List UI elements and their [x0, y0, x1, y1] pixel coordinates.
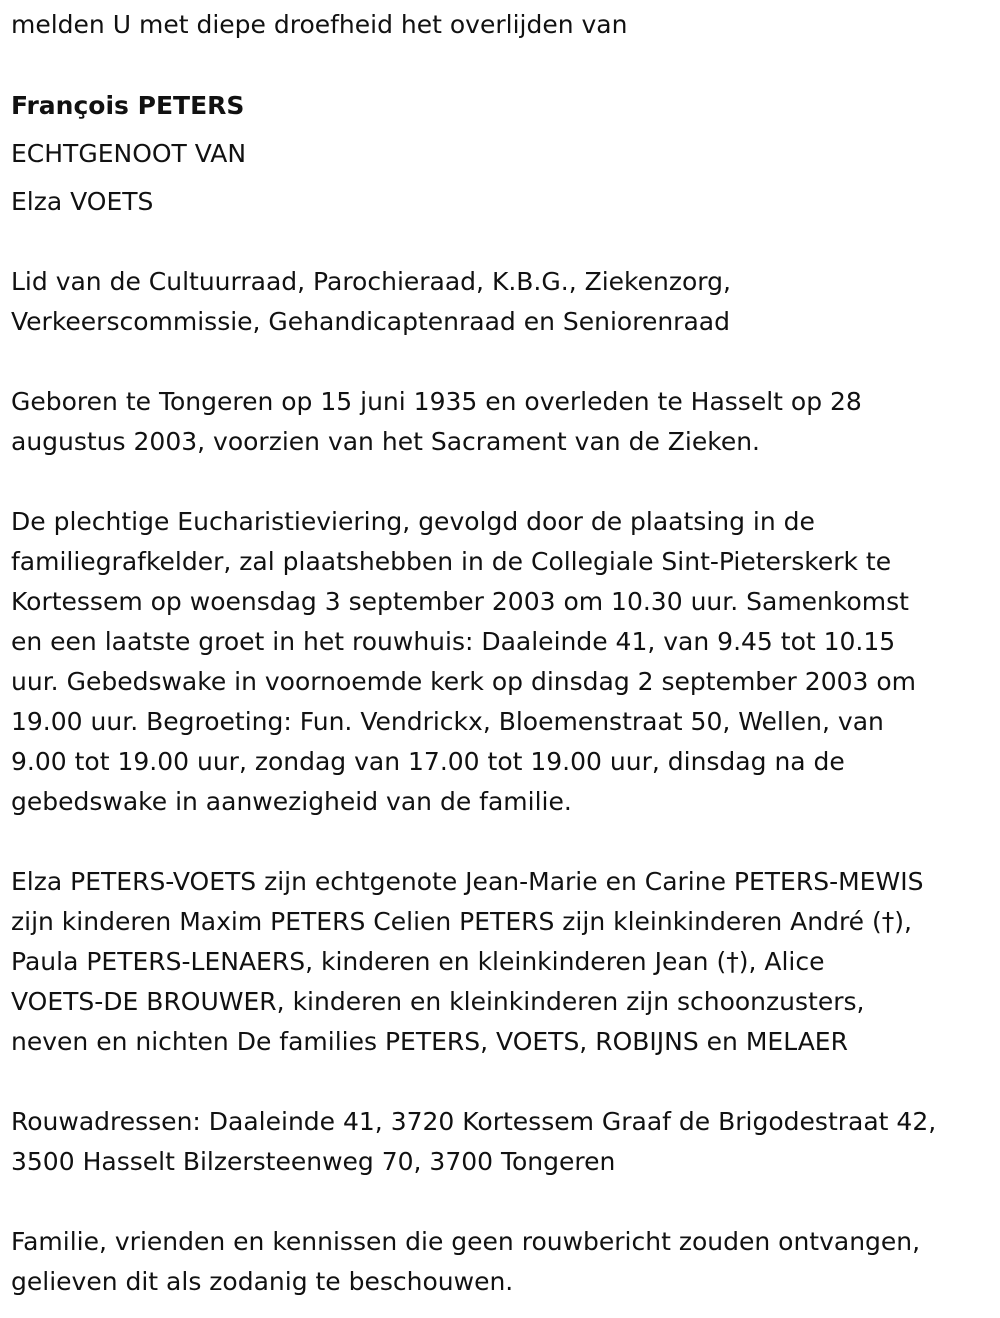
family-line: Paula PETERS-LENAERS, kinderen en kleinkinderen Jean (†), Alice: [11, 947, 825, 976]
family-line: neven en nichten De families PETERS, VOETS, ROBIJNS en MELAER: [11, 1027, 848, 1056]
spouse-name: Elza VOETS: [11, 187, 154, 216]
family-line: zijn kinderen Maxim PETERS Celien PETERS zijn kleinkinderen André (†),: [11, 907, 912, 936]
family-line: Elza PETERS-VOETS zijn echtgenote Jean-Marie en Carine PETERS-MEWIS: [11, 867, 924, 896]
memberships-line: Verkeerscommissie, Gehandicaptenraad en Seniorenraad: [11, 307, 730, 336]
family-line: VOETS-DE BROUWER, kinderen en kleinkinderen zijn schoonzusters,: [11, 987, 865, 1016]
closing-line: gelieven dit als zodanig te beschouwen.: [11, 1267, 514, 1296]
closing-paragraph: [11, 1222, 991, 1302]
addresses-paragraph: [11, 1102, 991, 1182]
ceremony-line: gebedswake in aanwezigheid van de familie.: [11, 787, 572, 816]
addresses-line: 3500 Hasselt Bilzersteenweg 70, 3700 Tongeren: [11, 1147, 616, 1176]
ceremony-line: familiegrafkelder, zal plaatshebben in de Collegiale Sint-Pieterskerk te: [11, 547, 892, 576]
memberships-paragraph: [11, 262, 991, 342]
closing-line: Familie, vrienden en kennissen die geen rouwbericht zouden ontvangen,: [11, 1227, 921, 1256]
ceremony-line: 19.00 uur. Begroeting: Fun. Vendrickx, Bloemenstraat 50, Wellen, van: [11, 707, 884, 736]
memberships-line: Lid van de Cultuurraad, Parochieraad, K.B.G., Ziekenzorg,: [11, 267, 731, 296]
ceremony-paragraph: [11, 502, 991, 822]
ceremony-line: uur. Gebedswake in voornoemde kerk op dinsdag 2 september 2003 om: [11, 667, 917, 696]
ceremony-line: Kortessem op woensdag 3 september 2003 om 10.30 uur. Samenkomst: [11, 587, 909, 616]
intro-text: melden U met diepe droefheid het overlijden van: [11, 10, 628, 39]
birth-death-line: Geboren te Tongeren op 15 juni 1935 en overleden te Hasselt op 28: [11, 387, 862, 416]
ceremony-line: en een laatste groet in het rouwhuis: Daaleinde 41, van 9.45 tot 10.15: [11, 627, 896, 656]
family-paragraph: [11, 862, 991, 1062]
addresses-line: Rouwadressen: Daaleinde 41, 3720 Kortessem Graaf de Brigodestraat 42,: [11, 1107, 937, 1136]
relation-label: ECHTGENOOT VAN: [11, 139, 247, 168]
ceremony-line: De plechtige Eucharistieviering, gevolgd door de plaatsing in de: [11, 507, 815, 536]
birth-death-paragraph: [11, 382, 991, 462]
ceremony-line: 9.00 tot 19.00 uur, zondag van 17.00 tot 19.00 uur, dinsdag na de: [11, 747, 845, 776]
deceased-name: François PETERS: [11, 91, 245, 120]
birth-death-line: augustus 2003, voorzien van het Sacrament van de Zieken.: [11, 427, 760, 456]
